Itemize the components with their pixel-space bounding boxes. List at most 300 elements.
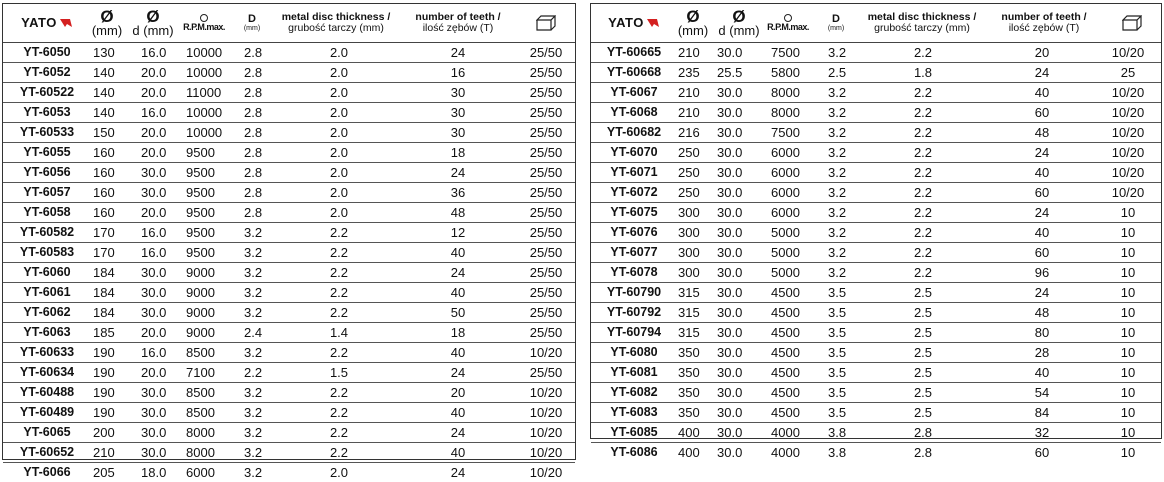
- cell-teeth: 50: [450, 305, 466, 320]
- cell-outer: 210: [93, 445, 115, 460]
- table-row: [3, 323, 575, 343]
- cell-code: YT-6086: [610, 445, 658, 459]
- cell-pack: 10: [1120, 225, 1136, 240]
- cell-code: YT-6065: [23, 425, 71, 439]
- cell-teeth: 60: [1034, 445, 1050, 460]
- cell-thickness: 2.2: [329, 285, 349, 300]
- cell-inner: 30.0: [717, 305, 743, 320]
- cell-code: YT-6076: [610, 225, 658, 239]
- cell-D: 2.8: [244, 205, 263, 220]
- thickness-label-pl: grubość tarczy (mm): [288, 22, 384, 34]
- cell-D: 3.2: [828, 85, 847, 100]
- cell-outer: 216: [678, 125, 700, 140]
- cell-code: YT-60633: [19, 345, 75, 359]
- teeth-label-pl: ilość zębów (T): [1008, 22, 1080, 34]
- cell-rpm: 10000: [186, 45, 223, 60]
- cell-outer: 350: [678, 405, 700, 420]
- cell-D: 2.8: [244, 165, 263, 180]
- cell-inner: 16.0: [141, 245, 167, 260]
- cell-teeth: 30: [450, 85, 466, 100]
- cell-inner: 30.0: [717, 125, 743, 140]
- cell-inner: 18.0: [141, 465, 167, 480]
- cell-rpm: 9500: [186, 205, 215, 220]
- cell-rpm: 7500: [771, 125, 800, 140]
- cell-outer: 190: [93, 405, 115, 420]
- cell-code: YT-60652: [19, 445, 75, 459]
- cell-D: 2.8: [244, 125, 263, 140]
- cell-rpm: 4500: [771, 385, 800, 400]
- thickness-label-en: metal disc thickness /: [281, 10, 391, 23]
- cell-D: 3.2: [244, 285, 263, 300]
- cell-code: YT-6056: [23, 165, 71, 179]
- cell-pack: 25/50: [529, 65, 563, 80]
- cell-code: YT-60790: [606, 285, 662, 299]
- table-row: [3, 83, 575, 103]
- cell-thickness: 2.0: [329, 65, 349, 80]
- cell-D: 3.5: [828, 365, 847, 380]
- cell-thickness: 2.5: [913, 305, 933, 320]
- cell-teeth: 48: [1034, 305, 1050, 320]
- cell-teeth: 28: [1034, 345, 1050, 360]
- teeth-label-pl: ilość zębów (T): [422, 22, 494, 34]
- cell-code: YT-6067: [610, 85, 658, 99]
- cell-outer: 315: [678, 305, 700, 320]
- d-unit: (mm): [827, 25, 845, 33]
- table-body: [591, 43, 1161, 462]
- cell-pack: 10: [1120, 285, 1136, 300]
- cell-outer: 250: [678, 145, 700, 160]
- cell-teeth: 30: [450, 105, 466, 120]
- cell-pack: 10: [1120, 365, 1136, 380]
- cell-pack: 10: [1120, 305, 1136, 320]
- cell-inner: 20.0: [141, 125, 167, 140]
- cell-outer: 140: [93, 85, 115, 100]
- cell-pack: 10: [1120, 265, 1136, 280]
- table-row: [3, 43, 575, 63]
- cell-pack: 10/20: [529, 425, 563, 440]
- cell-outer: 350: [678, 385, 700, 400]
- cell-inner: 25.5: [717, 65, 743, 80]
- cell-teeth: 36: [450, 185, 466, 200]
- cell-inner: 30.0: [141, 405, 167, 420]
- cell-D: 3.2: [244, 445, 263, 460]
- cell-thickness: 2.2: [913, 265, 933, 280]
- cell-rpm: 7100: [186, 365, 215, 380]
- cell-pack: 10/20: [1111, 85, 1145, 100]
- cell-thickness: 2.0: [329, 125, 349, 140]
- cell-teeth: 24: [1034, 285, 1050, 300]
- cell-thickness: 2.2: [913, 45, 933, 60]
- cell-code: YT-6058: [23, 205, 71, 219]
- cell-teeth: 12: [450, 225, 466, 240]
- cell-inner: 20.0: [141, 325, 167, 340]
- table-row: [3, 183, 575, 203]
- cell-inner: 30.0: [141, 305, 167, 320]
- cell-rpm: 9500: [186, 185, 215, 200]
- cell-pack: 10/20: [529, 445, 563, 460]
- cell-outer: 190: [93, 345, 115, 360]
- cell-outer: 160: [93, 165, 115, 180]
- cell-code: YT-60522: [19, 85, 75, 99]
- cell-teeth: 60: [1034, 185, 1050, 200]
- cell-code: YT-6057: [23, 185, 71, 199]
- thickness-label-en: metal disc thickness /: [867, 10, 977, 23]
- cell-rpm: 5000: [771, 245, 800, 260]
- cell-teeth: 24: [450, 165, 466, 180]
- table-row: [591, 103, 1161, 123]
- cell-outer: 300: [678, 205, 700, 220]
- cell-thickness: 2.0: [329, 105, 349, 120]
- cell-pack: 25/50: [529, 245, 563, 260]
- cell-outer: 350: [678, 345, 700, 360]
- cell-inner: 16.0: [141, 105, 167, 120]
- cell-D: 3.2: [244, 465, 263, 480]
- cell-outer: 235: [678, 65, 700, 80]
- cell-inner: 30.0: [717, 325, 743, 340]
- cell-thickness: 2.2: [329, 265, 349, 280]
- cell-outer: 210: [678, 45, 700, 60]
- cell-D: 3.2: [828, 105, 847, 120]
- diameter-icon: Ø: [146, 6, 160, 26]
- cell-pack: 25/50: [529, 285, 563, 300]
- table-row: [591, 263, 1161, 283]
- cell-thickness: 2.2: [913, 105, 933, 120]
- cell-code: YT-6085: [610, 425, 658, 439]
- package-header: [531, 4, 561, 42]
- cell-thickness: 2.2: [913, 165, 933, 180]
- cell-teeth: 24: [450, 465, 466, 480]
- table-row: [3, 383, 575, 403]
- cell-thickness: 2.0: [329, 45, 349, 60]
- cell-rpm: 9500: [186, 225, 215, 240]
- cell-thickness: 2.2: [329, 405, 349, 420]
- table-row: [3, 143, 575, 163]
- cell-code: YT-6052: [23, 65, 71, 79]
- outer-unit: (mm): [677, 22, 709, 38]
- cell-D: 3.5: [828, 285, 847, 300]
- cell-rpm: 5000: [771, 265, 800, 280]
- inner-diameter-header: [127, 4, 179, 42]
- table-row: [3, 263, 575, 283]
- cell-D: 2.8: [244, 145, 263, 160]
- cell-code: YT-60634: [19, 365, 75, 379]
- yato-logo-icon: [59, 18, 73, 28]
- table-row: [3, 103, 575, 123]
- cell-outer: 160: [93, 145, 115, 160]
- cell-pack: 10/20: [529, 465, 563, 480]
- table-row: [3, 163, 575, 183]
- cell-D: 3.5: [828, 345, 847, 360]
- cell-outer: 205: [93, 465, 115, 480]
- cell-D: 3.5: [828, 325, 847, 340]
- cell-outer: 170: [93, 245, 115, 260]
- teeth-header: [989, 4, 1099, 42]
- rpm-label: R.P.M.max.: [183, 21, 225, 32]
- cell-D: 3.2: [244, 225, 263, 240]
- cell-pack: 25/50: [529, 85, 563, 100]
- table-row: [3, 243, 575, 263]
- cell-pack: 25/50: [529, 165, 563, 180]
- cell-rpm: 4500: [771, 365, 800, 380]
- cell-code: YT-6066: [23, 465, 71, 479]
- cell-thickness: 2.0: [329, 205, 349, 220]
- cell-pack: 10: [1120, 205, 1136, 220]
- cell-thickness: 2.2: [329, 425, 349, 440]
- diameter-icon: Ø: [686, 6, 700, 26]
- cell-inner: 20.0: [141, 365, 167, 380]
- cell-pack: 25/50: [529, 225, 563, 240]
- brand-name: YATO: [608, 15, 644, 31]
- cell-outer: 210: [678, 105, 700, 120]
- cell-D: 3.5: [828, 385, 847, 400]
- cell-thickness: 2.0: [329, 165, 349, 180]
- rotation-icon: [784, 14, 792, 22]
- table-row: [591, 363, 1161, 383]
- cell-D: 3.2: [244, 405, 263, 420]
- cell-code: YT-6070: [610, 145, 658, 159]
- cell-code: YT-6080: [610, 345, 658, 359]
- cell-outer: 190: [93, 385, 115, 400]
- cell-pack: 10: [1120, 325, 1136, 340]
- cell-outer: 300: [678, 245, 700, 260]
- cell-rpm: 8500: [186, 405, 215, 420]
- cell-teeth: 18: [450, 325, 466, 340]
- cell-inner: 16.0: [141, 225, 167, 240]
- outer-unit: (mm): [91, 22, 123, 38]
- cell-rpm: 9000: [186, 285, 215, 300]
- cell-thickness: 2.0: [329, 185, 349, 200]
- cell-rpm: 8500: [186, 385, 215, 400]
- cell-code: YT-60582: [19, 225, 75, 239]
- table-row: [591, 183, 1161, 203]
- cell-pack: 10: [1120, 245, 1136, 260]
- cell-code: YT-6055: [23, 145, 71, 159]
- cell-inner: 30.0: [717, 145, 743, 160]
- cell-D: 3.2: [828, 205, 847, 220]
- table-row: [591, 203, 1161, 223]
- cell-inner: 30.0: [717, 385, 743, 400]
- cell-pack: 10: [1120, 405, 1136, 420]
- cell-teeth: 40: [450, 285, 466, 300]
- cell-thickness: 1.5: [329, 365, 349, 380]
- brand-cell: [591, 4, 677, 42]
- cell-pack: 10/20: [529, 385, 563, 400]
- cell-code: YT-6078: [610, 265, 658, 279]
- cell-rpm: 6000: [771, 185, 800, 200]
- cell-outer: 185: [93, 325, 115, 340]
- cell-pack: 10/20: [1111, 185, 1145, 200]
- cell-code: YT-6068: [610, 105, 658, 119]
- cell-code: YT-60668: [606, 65, 662, 79]
- box-icon: [1122, 15, 1142, 31]
- table-header: [591, 4, 1161, 43]
- cell-thickness: 2.2: [913, 145, 933, 160]
- cell-D: 3.2: [828, 125, 847, 140]
- cell-D: 3.5: [828, 305, 847, 320]
- cell-D: 3.2: [828, 245, 847, 260]
- product-table-right: [590, 3, 1162, 460]
- cell-inner: 20.0: [141, 85, 167, 100]
- table-row: [3, 303, 575, 323]
- cell-D: 2.8: [244, 105, 263, 120]
- cell-outer: 140: [93, 105, 115, 120]
- cell-outer: 315: [678, 285, 700, 300]
- inner-label: d (mm): [718, 22, 760, 38]
- cell-pack: 25/50: [529, 45, 563, 60]
- cell-thickness: 2.5: [913, 385, 933, 400]
- cell-D: 3.2: [244, 265, 263, 280]
- cell-D: 2.8: [244, 185, 263, 200]
- cell-teeth: 24: [1034, 205, 1050, 220]
- cell-code: YT-6071: [610, 165, 658, 179]
- cell-rpm: 11000: [186, 85, 222, 100]
- cell-outer: 315: [678, 325, 700, 340]
- cell-inner: 30.0: [141, 185, 167, 200]
- brand-name: YATO: [21, 15, 57, 31]
- cell-D: 3.5: [828, 405, 847, 420]
- table-row: [3, 203, 575, 223]
- inner-diameter-header: [713, 4, 765, 42]
- table-row: [3, 443, 575, 463]
- cell-inner: 30.0: [717, 405, 743, 420]
- table-row: [591, 63, 1161, 83]
- cell-rpm: 8000: [771, 105, 800, 120]
- cell-thickness: 2.5: [913, 285, 933, 300]
- cell-rpm: 6000: [771, 165, 800, 180]
- cell-teeth: 40: [450, 345, 466, 360]
- cell-D: 3.2: [828, 225, 847, 240]
- cell-inner: 30.0: [717, 45, 743, 60]
- cell-thickness: 2.5: [913, 405, 933, 420]
- cell-pack: 25/50: [529, 125, 563, 140]
- table-row: [591, 143, 1161, 163]
- cell-rpm: 5000: [771, 225, 800, 240]
- cell-code: YT-6061: [23, 285, 71, 299]
- table-row: [591, 163, 1161, 183]
- rotation-icon: [200, 14, 208, 22]
- cell-code: YT-6050: [23, 45, 71, 59]
- cell-code: YT-60792: [606, 305, 662, 319]
- cell-thickness: 2.0: [329, 465, 349, 480]
- thickness-label-pl: grubość tarczy (mm): [874, 22, 970, 34]
- cell-rpm: 6000: [771, 145, 800, 160]
- cell-rpm: 8500: [186, 345, 215, 360]
- cell-rpm: 9500: [186, 165, 215, 180]
- cell-pack: 10/20: [529, 405, 563, 420]
- brand-cell: [3, 4, 91, 42]
- thickness-header: [271, 4, 401, 42]
- cell-outer: 170: [93, 225, 115, 240]
- table-row: [3, 403, 575, 423]
- table-row: [591, 43, 1161, 63]
- cell-code: YT-6081: [610, 365, 658, 379]
- cell-pack: 25/50: [529, 205, 563, 220]
- diameter-icon: Ø: [100, 6, 114, 26]
- cell-thickness: 2.2: [913, 205, 933, 220]
- cell-D: 2.8: [244, 85, 263, 100]
- table-row: [3, 423, 575, 443]
- cell-outer: 140: [93, 65, 115, 80]
- cell-thickness: 2.5: [913, 325, 933, 340]
- cell-rpm: 10000: [186, 65, 223, 80]
- cell-rpm: 4500: [771, 285, 800, 300]
- table-row: [3, 63, 575, 83]
- cell-code: YT-6083: [610, 405, 658, 419]
- cell-code: YT-60682: [606, 125, 662, 139]
- cell-inner: 30.0: [717, 265, 743, 280]
- cell-code: YT-6060: [23, 265, 71, 279]
- cell-D: 3.2: [828, 185, 847, 200]
- teeth-label-en: number of teeth /: [1001, 10, 1087, 23]
- cell-outer: 210: [678, 85, 700, 100]
- cell-rpm: 8000: [771, 85, 800, 100]
- teeth-header: [403, 4, 513, 42]
- table-header: [3, 4, 575, 43]
- cell-teeth: 80: [1034, 325, 1050, 340]
- cell-pack: 10: [1120, 425, 1136, 440]
- cell-D: 3.2: [828, 265, 847, 280]
- table-row: [591, 343, 1161, 363]
- cell-thickness: 2.5: [913, 345, 933, 360]
- cell-teeth: 60: [1034, 105, 1050, 120]
- cell-pack: 25: [1120, 65, 1136, 80]
- cell-D: 3.2: [828, 45, 847, 60]
- cell-thickness: 2.2: [329, 385, 349, 400]
- cell-teeth: 48: [450, 205, 466, 220]
- cell-rpm: 5800: [771, 65, 800, 80]
- cell-pack: 10/20: [1111, 105, 1145, 120]
- cell-pack: 25/50: [529, 305, 563, 320]
- rpm-header: [763, 4, 813, 42]
- cell-thickness: 2.2: [329, 225, 349, 240]
- cell-outer: 400: [678, 425, 700, 440]
- cell-inner: 20.0: [141, 205, 167, 220]
- cell-code: YT-6062: [23, 305, 71, 319]
- cell-inner: 30.0: [141, 285, 167, 300]
- table-row: [3, 363, 575, 383]
- cell-code: YT-60488: [19, 385, 75, 399]
- cell-thickness: 2.0: [329, 85, 349, 100]
- package-header: [1117, 4, 1147, 42]
- cell-thickness: 2.2: [329, 445, 349, 460]
- cell-outer: 160: [93, 185, 115, 200]
- cell-inner: 30.0: [717, 85, 743, 100]
- cell-thickness: 2.8: [913, 425, 933, 440]
- cell-outer: 150: [93, 125, 115, 140]
- cell-rpm: 10000: [186, 125, 223, 140]
- cell-D: 3.8: [828, 425, 847, 440]
- diameter-icon: Ø: [732, 6, 746, 26]
- yato-logo-icon: [646, 18, 660, 28]
- cell-rpm: 7500: [771, 45, 800, 60]
- cell-teeth: 16: [450, 65, 466, 80]
- cell-rpm: 9000: [186, 325, 215, 340]
- table-row: [591, 443, 1161, 462]
- cell-D: 3.2: [244, 385, 263, 400]
- cell-teeth: 40: [450, 245, 466, 260]
- cell-outer: 184: [93, 285, 115, 300]
- cell-inner: 30.0: [717, 365, 743, 380]
- cell-inner: 30.0: [717, 445, 743, 460]
- cell-rpm: 6000: [771, 205, 800, 220]
- cell-rpm: 8000: [186, 425, 215, 440]
- cell-inner: 30.0: [717, 425, 743, 440]
- cell-outer: 300: [678, 265, 700, 280]
- cell-D: 3.2: [244, 345, 263, 360]
- cell-pack: 25/50: [529, 265, 563, 280]
- cell-pack: 25/50: [529, 105, 563, 120]
- cell-inner: 30.0: [141, 425, 167, 440]
